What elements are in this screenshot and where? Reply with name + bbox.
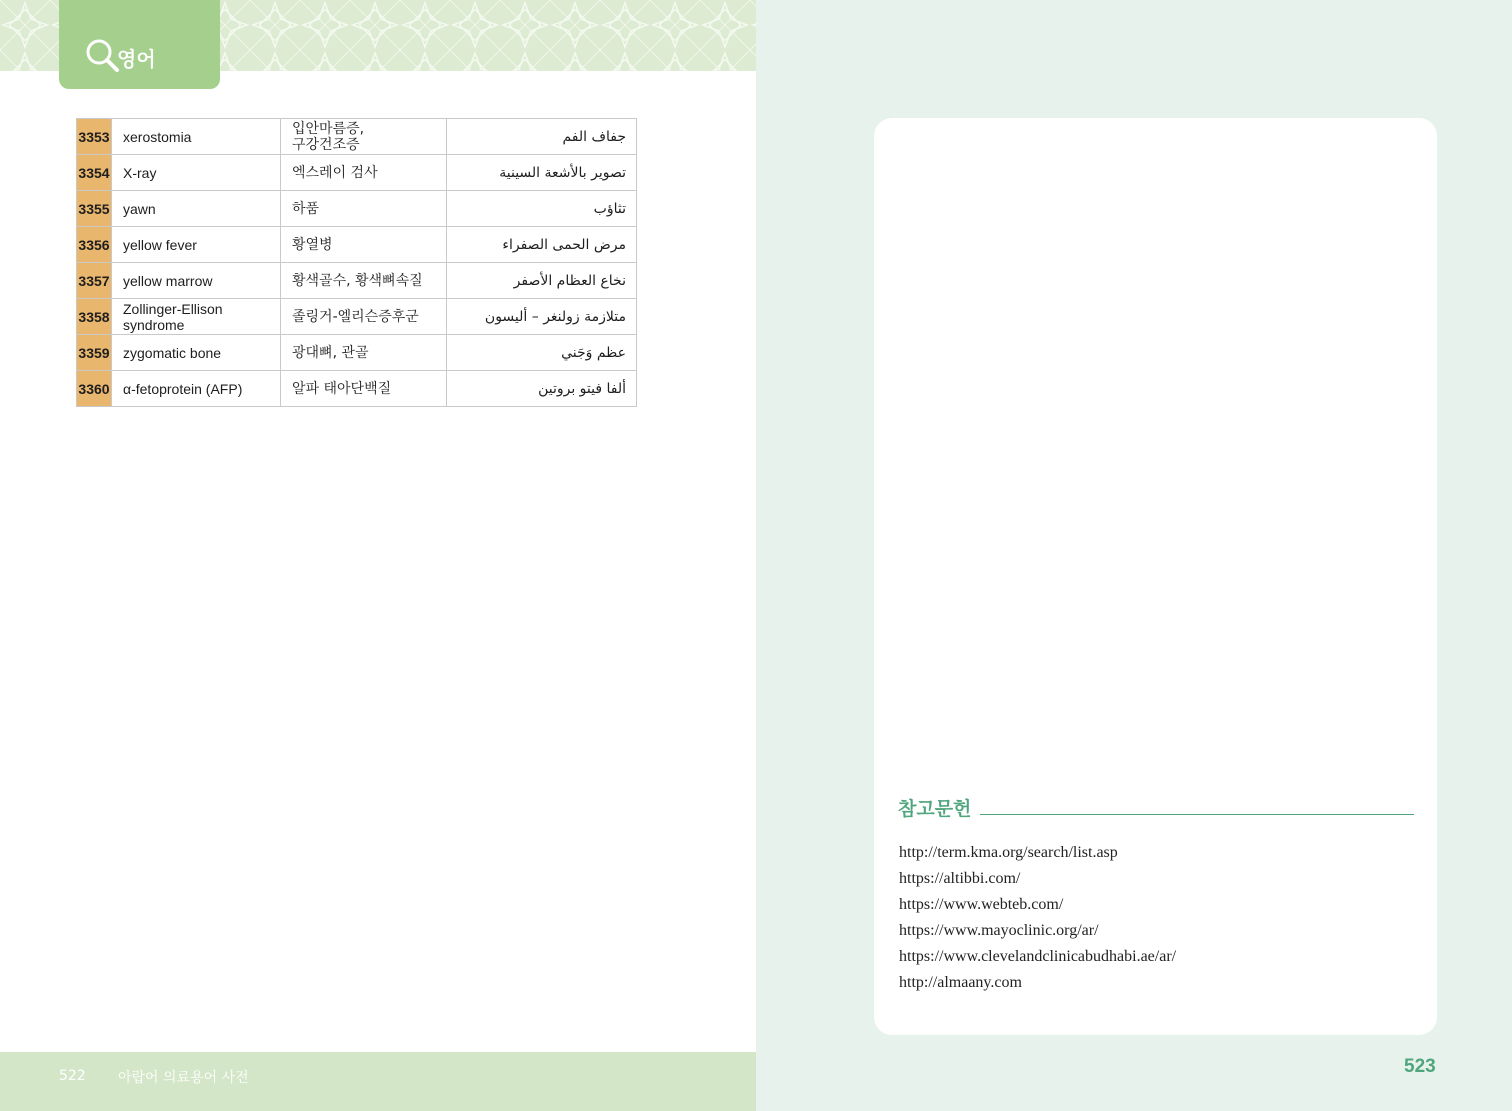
section-tab (59, 0, 220, 89)
english-term: yellow fever (112, 227, 281, 263)
korean-term: 황열병 (281, 227, 447, 263)
arabic-term: مرض الحمى الصفراء (447, 227, 637, 263)
book-title: 아랍어 의료용어 사전 (118, 1070, 249, 1086)
arabic-term: نخاع العظام الأصفر (447, 263, 637, 299)
english-term: xerostomia (112, 119, 281, 155)
table-row (77, 371, 637, 407)
table-row (77, 263, 637, 299)
table-row (77, 299, 637, 335)
reference-item: https://www.clevelandclinicabudhabi.ae/ar/ (899, 948, 1177, 965)
entry-number: 3357 (77, 263, 112, 299)
reference-item: https://www.webteb.com/ (899, 896, 1064, 913)
heading-divider (980, 814, 1414, 815)
korean-term: 엑스레이 검사 (281, 155, 447, 191)
footer (0, 1052, 756, 1111)
reference-item: https://altibbi.com/ (899, 870, 1021, 887)
search-icon (84, 37, 120, 73)
reference-item: http://term.kma.org/search/list.asp (899, 844, 1118, 861)
arabic-term: عظم وَجَني (447, 335, 637, 371)
arabic-term: متلازمة زولنغر – أليسون (447, 299, 637, 335)
entry-number: 3355 (77, 191, 112, 227)
reference-item: http://almaany.com (899, 974, 1022, 991)
table-row (77, 191, 637, 227)
korean-term: 광대뼈, 관골 (281, 335, 447, 371)
terms-table (76, 118, 637, 407)
references-list (899, 840, 1176, 996)
table-row (77, 119, 637, 155)
english-term: Zollinger-Ellison syndrome (112, 299, 281, 335)
english-term: X-ray (112, 155, 281, 191)
english-term: α-fetoprotein (AFP) (112, 371, 281, 407)
references-card (874, 118, 1437, 1035)
entry-number: 3356 (77, 227, 112, 263)
arabic-term: تصوير بالأشعة السينية (447, 155, 637, 191)
entry-number: 3354 (77, 155, 112, 191)
page-number: 522 (59, 1068, 86, 1084)
korean-term: 황색골수, 황색뼈속질 (281, 263, 447, 299)
section-label: 영어 (117, 47, 156, 71)
korean-term: 하품 (281, 191, 447, 227)
korean-term: 입안마름증, 구강건조증 (281, 119, 447, 155)
entry-number: 3353 (77, 119, 112, 155)
entry-number: 3359 (77, 335, 112, 371)
reference-item: https://www.mayoclinic.org/ar/ (899, 922, 1099, 939)
entry-number: 3358 (77, 299, 112, 335)
page-number: 523 (1404, 1056, 1436, 1077)
table-row (77, 335, 637, 371)
arabic-term: ألفا فيتو بروتين (447, 371, 637, 407)
english-term: yellow marrow (112, 263, 281, 299)
english-term: zygomatic bone (112, 335, 281, 371)
korean-term: 알파 태아단백질 (281, 371, 447, 407)
english-term: yawn (112, 191, 281, 227)
references-heading: 참고문헌 (898, 798, 972, 820)
arabic-term: جفاف الفم (447, 119, 637, 155)
right-page (756, 0, 1512, 1111)
table-row (77, 155, 637, 191)
table-row (77, 227, 637, 263)
korean-term: 졸링거-엘리슨증후군 (281, 299, 447, 335)
arabic-term: تثاؤب (447, 191, 637, 227)
entry-number: 3360 (77, 371, 112, 407)
